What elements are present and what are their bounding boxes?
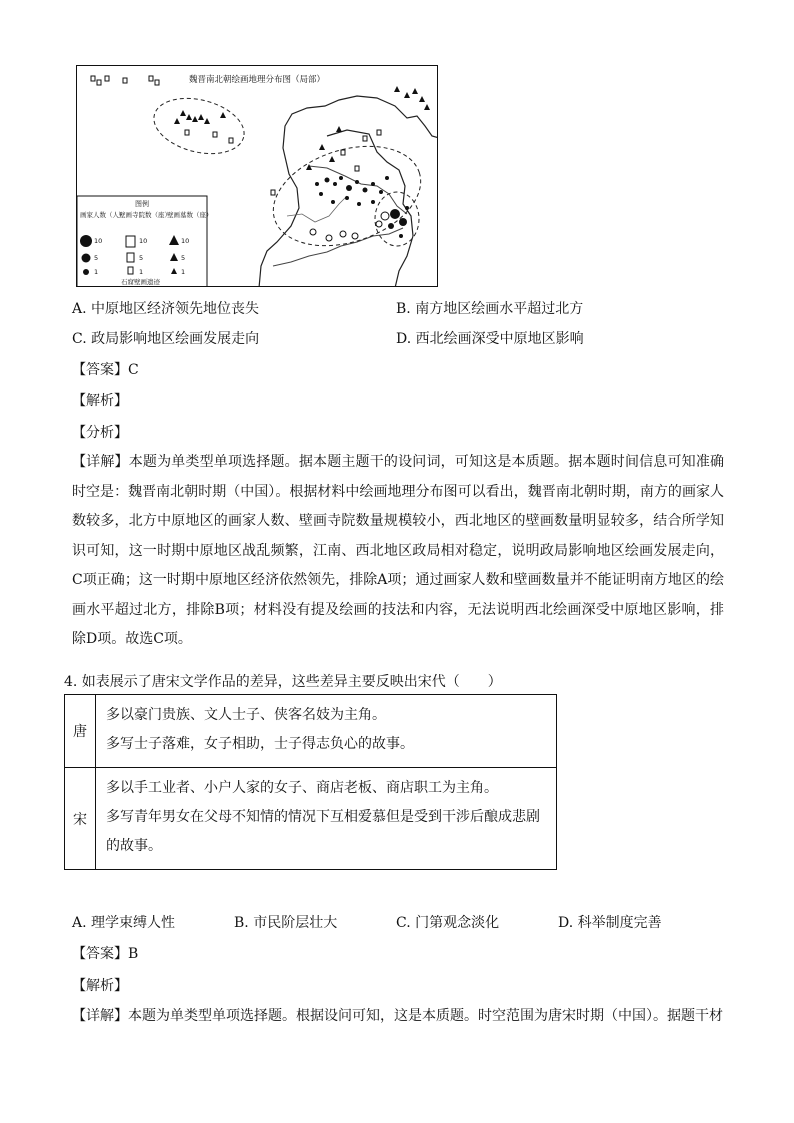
table-desc-tang [96,695,557,768]
comparison-table [64,694,557,870]
q4-option-c[interactable] [396,912,499,932]
legend-painter-5 [82,254,91,263]
legend-title: 图例 [135,200,149,208]
table-era-song: 宋 [65,768,96,870]
legend-tombs-header: 壁画墓数（座） [167,211,213,219]
legend-painter-level-5: 5 [94,254,99,262]
q4-option-d-text: 科举制度完善 [577,915,662,931]
q3-option-d-text: 西北绘画深受中原地区影响 [415,331,584,347]
q3-option-d-letter: D. [396,331,412,347]
legend-tomb-level-1: 1 [181,268,186,276]
q4-jiexi-heading: 【解析】 [72,978,128,994]
map-drawing [77,66,438,287]
table-line: 多写士子落难，女子相助，士子得志负心的故事。 [106,736,414,752]
legend-temples-header: 壁画寺院数（座） [119,211,171,219]
q3-option-c[interactable] [72,328,259,348]
table-line: 多以豪门贵族、文人士子、侠客名妓为主角。 [106,707,386,723]
legend-grotto: 石窟壁画遗迹 [121,278,160,286]
table-line: 多写青年男女在父母不知情的情况下互相爱慕但是受到干涉后酿成悲剧 [106,809,540,825]
q4-option-a-text: 理学束缚人性 [91,915,176,931]
legend-painter-level-1: 1 [94,268,99,276]
q4-detail-text: 本题为单类型单项选择题。根据设问可知，这是本质题。时空范围为唐宋时期（中国）。据题干材 [128,1008,723,1024]
table-line: 多以手工业者、小户人家的女子、商店老板、商店职工为主角。 [106,780,498,796]
q3-option-a[interactable] [72,298,259,318]
q4-option-c-text: 门第观念淡化 [415,915,500,931]
q3-option-c-letter: C. [72,331,87,347]
table-era-tang: 唐 [65,695,96,768]
q3-fenxi-heading: 【分析】 [72,425,128,441]
q4-option-b[interactable] [234,912,337,932]
table-desc-song [96,768,557,870]
table-line: 的故事。 [106,838,162,854]
painter-markers [315,176,409,238]
map-figure [76,65,438,287]
coastline-north [259,96,438,287]
q3-answer-label: 【答案】 [72,362,128,378]
tomb-markers [174,86,430,170]
yellow-river [309,166,407,214]
q4-answer-value: B [128,946,139,962]
q4-answer [72,943,138,963]
q3-detail-label: 【详解】 [72,454,129,470]
table-row [65,695,557,768]
northwest-cluster [148,90,250,163]
q3-option-b-text: 南方地区绘画水平超过北方 [415,301,584,317]
map-title: 魏晋南北朝绘画地理分布图（局部） [189,75,326,85]
q3-option-d[interactable] [396,328,584,348]
q4-option-a[interactable] [72,912,175,932]
q3-detail-paragraph [72,448,724,655]
q3-option-b-letter: B. [396,301,411,317]
legend-temple-level-10: 10 [139,237,148,245]
q4-stem: 4. 如表展示了唐宋文学作品的差异，这些差异主要反映出宋代（ ） [64,674,502,690]
q4-answer-label: 【答案】 [72,946,128,962]
q3-option-b[interactable] [396,298,583,318]
q3-answer [72,359,139,379]
q3-jiexi-heading: 【解析】 [72,393,128,409]
legend-painter-10 [80,235,92,247]
legend-tomb-level-10: 10 [181,237,190,245]
q4-option-d[interactable] [558,912,662,932]
q3-option-a-letter: A. [72,301,87,317]
q3-answer-value: C [128,362,139,378]
q3-option-a-text: 中原地区经济领先地位丧失 [91,301,260,317]
q4-detail-paragraph [72,1002,724,1032]
q4-option-b-text: 市民阶层壮大 [253,915,338,931]
legend-temple-level-1: 1 [139,268,144,276]
legend-tomb-level-5: 5 [181,254,186,262]
wei-river [287,196,347,222]
legend-painter-1 [83,269,89,275]
q3-detail-text: 本题为单类型单项选择题。据本题主题干的设问词，可知这是本质题。据本题时间信息可知准确时空是：魏晋南北朝时期（中国）。根据材料中绘画地理分布图可以看出，魏晋南北朝时期，南方的画家人数较多，北方中原地区的画家人数、壁画寺院数量规模较小，西北地区的壁画数量明显较多，结合所学知识可知，这一时期中原地区战乱频繁，江南、西北地区政局相对稳定，说明政局影响地区绘画发展走向，C项正确；这一时期中原地区经济依然领先，排除A项；通过画家人数和壁画数量并不能证明南方地区的绘画水平超过北方，排除B项；材料没有提及绘画的技法和内容，无法说明西北绘画深受中原地区影响，排除D项。故选C项。 [72,454,725,647]
q4-option-d-letter: D. [558,915,574,931]
legend-temple-level-5: 5 [139,254,144,262]
q3-option-c-text: 政局影响地区绘画发展走向 [91,331,260,347]
q4-option-b-letter: B. [234,915,249,931]
table-row [65,768,557,870]
q4-detail-label: 【详解】 [72,1008,128,1024]
legend-painter-level-10: 10 [94,237,103,245]
yangtze-river [273,228,403,266]
q4-option-a-letter: A. [72,915,87,931]
q4-option-c-letter: C. [396,915,411,931]
legend-painters-header: 画家人数（人） [80,211,126,219]
